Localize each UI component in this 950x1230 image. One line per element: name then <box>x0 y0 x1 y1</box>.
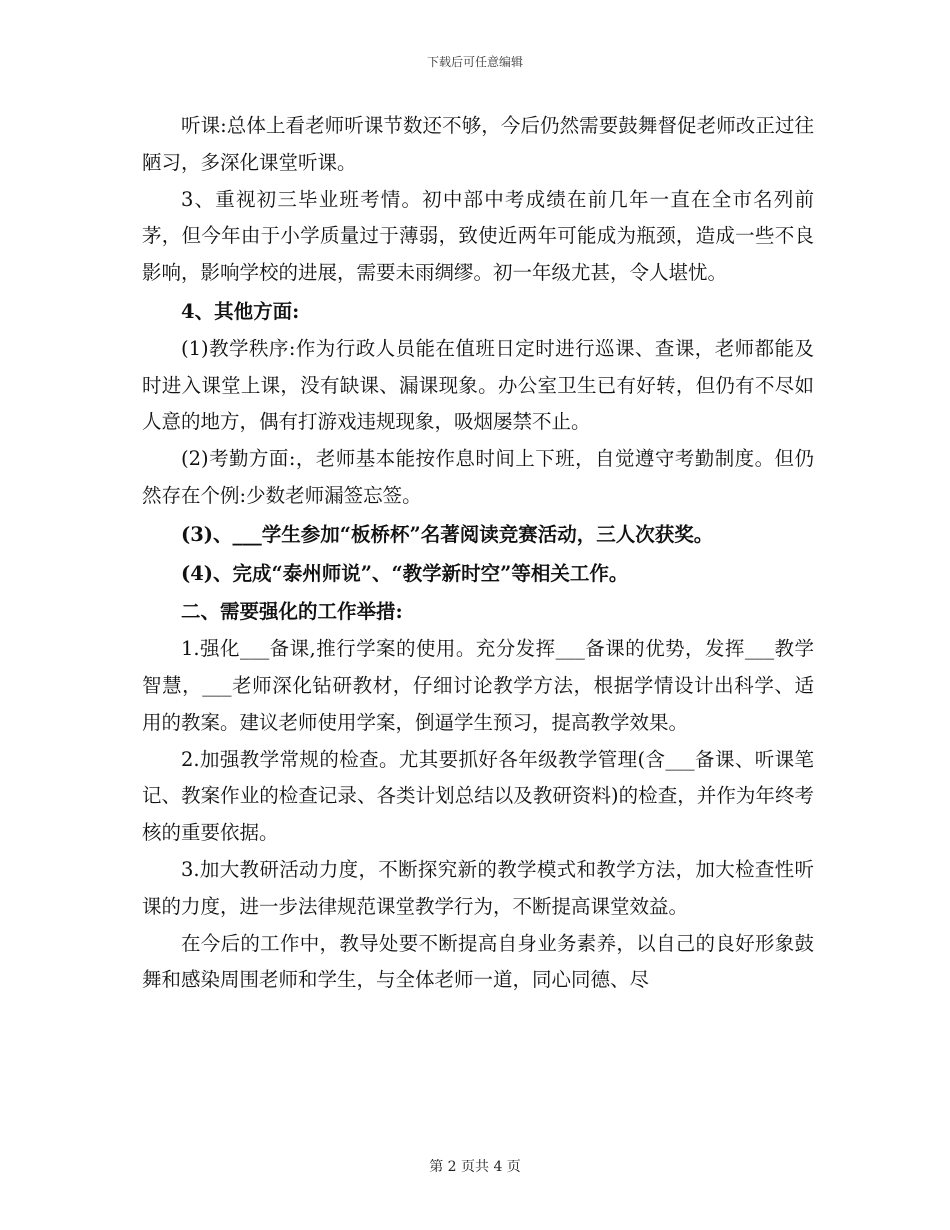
paragraph-measure-2: 2.加强教学常规的检查。尤其要抓好各年级教学管理(含___备课、听课笔记、教案作业的检查记录、各类计划总结以及教研资料)的检查，并作为年终考核的重要依据。 <box>142 747 814 845</box>
paragraph-attendance: (2)考勤方面:，老师基本能按作息时间上下班，自觉遵守考勤制度。但仍然存在个例:少数老师漏签忘签。 <box>142 447 814 507</box>
paragraph-measure-3: 3.加大教研活动力度，不断探究新的教学模式和教学方法，加大检查性听课的力度，进一步法律规范课堂教学行为，不断提高课堂效益。 <box>142 857 814 918</box>
paragraph-related-work: (4)、完成“泰州师说”、“教学新时空”等相关工作。 <box>181 561 629 585</box>
heading-other-aspects: 4、其他方面: <box>181 299 300 323</box>
document-body <box>142 108 814 999</box>
page-header: 下载后可任意编辑 <box>426 55 523 69</box>
paragraph-listening: 听课:总体上看老师听课节数还不够，今后仍然需要鼓舞督促老师改正过往陋习，多深化课堂听课。 <box>142 114 814 174</box>
paragraph-conclusion: 在今后的工作中，教导处要不断提高自身业务素养，以自己的良好形象鼓舞和感染周围老师和学生，与全体老师一道，同心同德、尽 <box>142 931 814 992</box>
paragraph-reading-contest: (3)、___学生参加“板桥杯”名著阅读竞赛活动，三人次获奖。 <box>181 522 714 546</box>
heading-measures: 二、需要强化的工作举措: <box>181 600 403 624</box>
paragraph-measure-1: 1.强化___备课,推行学案的使用。充分发挥___备课的优势，发挥___教学智慧，___老师深化钻研教材，仔细讨论教学方法，根据学情设计出科学、适用的教案。建议老师使用学案，倒逼学生预习，提高教学效果。 <box>142 637 814 734</box>
paragraph-teaching-order: (1)教学秩序:作为行政人员能在值班日定时进行巡课、查课，老师都能及时进入课堂上课，没有缺课、漏课现象。办公室卫生已有好转，但仍有不尽如人意的地方，偶有打游戏违规现象，吸烟屡禁不止。 <box>142 336 814 434</box>
paragraph-grade-nine: 3、重视初三毕业班考情。初中部中考成绩在前几年一直在全市名列前茅，但今年由于小学质量过于薄弱，致使近两年可能成为瓶颈，造成一些不良影响，影响学校的进展，需要未雨绸缪。初一年级尤甚，令人堪忧。 <box>142 187 814 285</box>
page-footer: 第 2 页共 4 页 <box>429 1159 521 1175</box>
